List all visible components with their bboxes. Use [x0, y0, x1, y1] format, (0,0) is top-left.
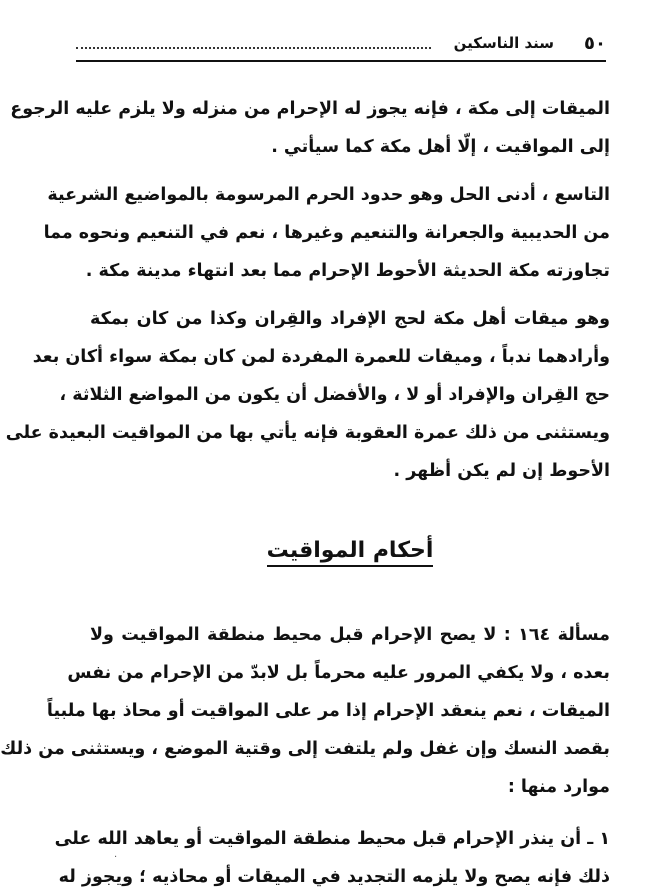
- text-line: الميقات ، نعم ينعقد الإحرام إذا مر على المواقيت أو محاذ بها ملبياً: [46, 701, 610, 721]
- text-line: ويستثنى من ذلك عمرة العقوبة فإنه يأتي بها من المواقيت البعيدة على: [5, 423, 610, 443]
- page-number: ٥٠: [584, 33, 606, 54]
- text-line-rest: ، أدنى الحل وهو حدود الحرم المرسومة بالمواضيع الشرعية: [47, 185, 549, 205]
- header-rule: [76, 60, 606, 62]
- paragraph: [54, 820, 610, 896]
- text-line: مسألة ١٦٤ : لا يصح الإحرام قبل محيط منطقة المواقيت ولا: [90, 625, 610, 645]
- header-dotted-leader: [76, 47, 431, 49]
- paragraph: [0, 616, 610, 806]
- text-line: وهو ميقات أهل مكة لحج الإفراد والقِران وكذا من كان بمكة: [90, 309, 610, 329]
- text-line: وأرادهما ندباً ، وميقات للعمرة المفردة لمن كان بمكة سواء أكان بعد: [32, 347, 610, 367]
- section-heading-text: أحكام المواقيت: [267, 538, 434, 567]
- page-header: [76, 20, 606, 60]
- section-heading: [90, 536, 610, 566]
- text-line: حج القِران والإفراد أو لا ، والأفضل أن يكون من المواضع الثلاثة ،: [59, 385, 610, 405]
- paragraph: [10, 90, 610, 166]
- page-body: [0, 90, 610, 896]
- text-line: بقصد النسك وإن غفل ولم يلتفت إلى وقتية الموضع ، ويستثنى من ذلك: [0, 739, 610, 759]
- text-line: ١ ـ أن ينذر الإحرام قبل محيط منطقة المواقيت أو يعاهد الله على: [54, 829, 610, 849]
- text-line: موارد منها :: [507, 777, 610, 797]
- text-line: تجاوزته مكة الحديثة الأحوط الإحرام مما بعد انتهاء مدينة مكة .: [85, 261, 610, 281]
- text-line: من الحديبية والجعرانة والتنعيم وغيرها ، نعم في التنعيم ونحوه مما: [43, 223, 610, 243]
- text-line: الميقات إلى مكة ، فإنه يجوز له الإحرام من منزله ولا يلزم عليه الرجوع: [10, 99, 610, 119]
- text-line: ذلك فإنه يصح ولا يلزمه التجديد في الميقات أو محاذيه ؛ ويجوز له: [58, 867, 610, 887]
- paragraph: [5, 300, 610, 490]
- running-title: سند الناسكين: [453, 34, 554, 52]
- text-line: بعده ، ولا يكفي المرور عليه محرماً بل لابدّ من الإحرام من نفس: [67, 663, 610, 683]
- scan-speck: ·: [114, 852, 118, 863]
- text-line: إلى المواقيت ، إلّا أهل مكة كما سيأتي .: [271, 137, 610, 157]
- paragraph: [43, 176, 610, 290]
- paragraph-lead-word: التاسع: [554, 185, 610, 205]
- text-line: [47, 176, 610, 214]
- text-line: الأحوط إن لم يكن أظهر .: [393, 461, 610, 481]
